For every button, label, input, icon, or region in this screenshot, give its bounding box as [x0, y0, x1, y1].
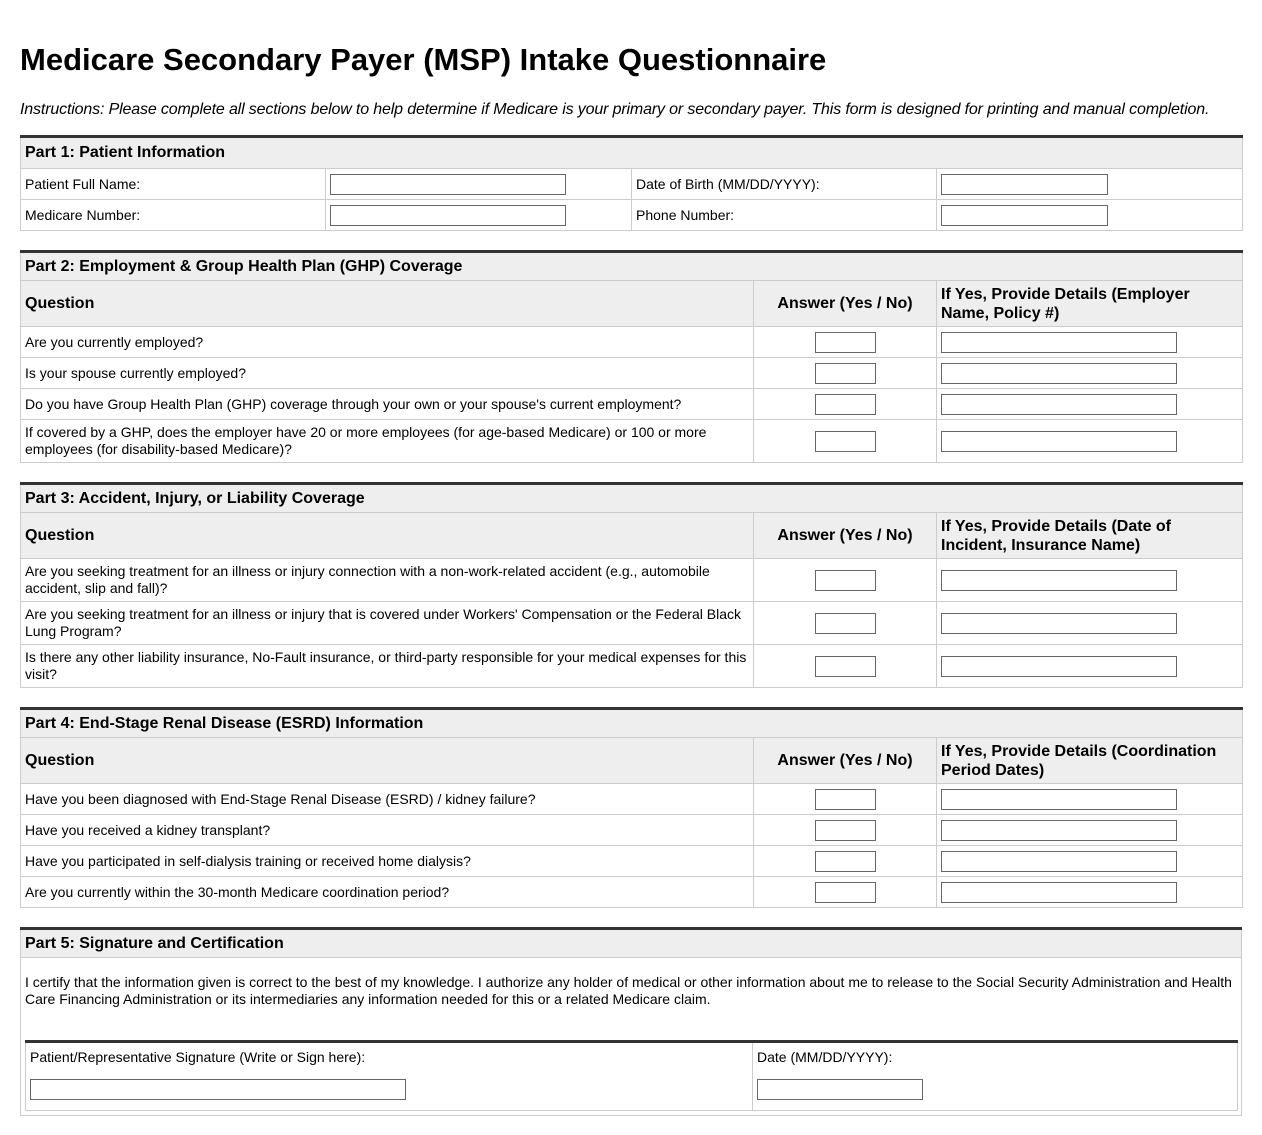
- answer-field[interactable]: [815, 851, 876, 872]
- signature-label: Patient/Representative Signature (Write or Sign here):: [30, 1049, 366, 1065]
- part2-employment-table: [20, 250, 1243, 463]
- details-field[interactable]: [941, 431, 1177, 452]
- answer-field[interactable]: [815, 613, 876, 634]
- signature-date-label: Date (MM/DD/YYYY):: [757, 1049, 893, 1065]
- signature-date-field[interactable]: [757, 1079, 923, 1100]
- part2-title: Part 2: Employment & Group Health Plan (GHP) Coverage: [21, 252, 1243, 281]
- signature-block: [25, 1040, 1238, 1111]
- answer-field[interactable]: [815, 570, 876, 591]
- question-text: Are you currently employed?: [21, 327, 754, 358]
- details-field[interactable]: [941, 820, 1177, 841]
- question-text: If covered by a GHP, does the employer have 20 or more employees (for age-based Medicare) or 100 or more employees (for disability-based Medicare)?: [21, 420, 754, 463]
- details-column-header: If Yes, Provide Details (Date of Incident, Insurance Name): [937, 513, 1243, 559]
- answer-column-header: Answer (Yes / No): [754, 281, 937, 327]
- answer-column-header: Answer (Yes / No): [754, 513, 937, 559]
- details-column-header: If Yes, Provide Details (Coordination Period Dates): [937, 738, 1243, 784]
- phone-label: Phone Number:: [632, 200, 937, 231]
- instructions-text: Instructions: Please complete all sections below to help determine if Medicare is your primary or secondary payer. This form is designed for printing and manual completion.: [20, 101, 1210, 118]
- dob-field[interactable]: [941, 174, 1108, 195]
- signature-field[interactable]: [30, 1079, 406, 1100]
- part5-signature-table: [20, 927, 1242, 1116]
- question-column-header: Question: [21, 738, 754, 784]
- question-text: Is your spouse currently employed?: [21, 358, 754, 389]
- full-name-label: Patient Full Name:: [21, 169, 326, 200]
- details-field[interactable]: [941, 851, 1177, 872]
- details-field[interactable]: [941, 613, 1177, 634]
- part1-patient-info-table: [20, 135, 1243, 231]
- question-text: Are you seeking treatment for an illness or injury connection with a non-work-related accident (e.g., automobile accident, slip and fall)?: [21, 559, 754, 602]
- question-text: Is there any other liability insurance, No-Fault insurance, or third-party responsible for your medical expenses for this visit?: [21, 645, 754, 688]
- answer-field[interactable]: [815, 394, 876, 415]
- answer-field[interactable]: [815, 656, 876, 677]
- question-text: Have you been diagnosed with End-Stage Renal Disease (ESRD) / kidney failure?: [21, 784, 754, 815]
- details-field[interactable]: [941, 394, 1177, 415]
- question-column-header: Question: [21, 281, 754, 327]
- certification-text: I certify that the information given is correct to the best of my knowledge. I authorize any holder of medical or other information about me to release to the Social Security Administration and Health Care Financing Administration or its intermediaries any information needed for this or a related Medicare claim.: [25, 974, 1232, 1007]
- question-text: Are you seeking treatment for an illness or injury that is covered under Workers' Compensation or the Federal Black Lung Program?: [21, 602, 754, 645]
- answer-field[interactable]: [815, 332, 876, 353]
- answer-field[interactable]: [815, 431, 876, 452]
- part4-esrd-table: [20, 707, 1243, 908]
- answer-field[interactable]: [815, 789, 876, 810]
- part3-accident-table: [20, 482, 1243, 688]
- question-text: Have you received a kidney transplant?: [21, 815, 754, 846]
- full-name-field[interactable]: [330, 174, 566, 195]
- medicare-number-field[interactable]: [330, 205, 566, 226]
- details-field[interactable]: [941, 332, 1177, 353]
- details-field[interactable]: [941, 363, 1177, 384]
- details-field[interactable]: [941, 570, 1177, 591]
- answer-field[interactable]: [815, 882, 876, 903]
- details-column-header: If Yes, Provide Details (Employer Name, Policy #): [937, 281, 1243, 327]
- answer-field[interactable]: [815, 820, 876, 841]
- part5-title: Part 5: Signature and Certification: [21, 929, 1242, 958]
- question-text: Are you currently within the 30-month Medicare coordination period?: [21, 877, 754, 908]
- part3-title: Part 3: Accident, Injury, or Liability Coverage: [21, 484, 1243, 513]
- part1-title: Part 1: Patient Information: [21, 137, 1243, 169]
- details-field[interactable]: [941, 789, 1177, 810]
- question-text: Have you participated in self-dialysis training or received home dialysis?: [21, 846, 754, 877]
- details-field[interactable]: [941, 656, 1177, 677]
- answer-column-header: Answer (Yes / No): [754, 738, 937, 784]
- phone-field[interactable]: [941, 205, 1108, 226]
- answer-field[interactable]: [815, 363, 876, 384]
- question-column-header: Question: [21, 513, 754, 559]
- part4-title: Part 4: End-Stage Renal Disease (ESRD) Information: [21, 709, 1243, 738]
- details-field[interactable]: [941, 882, 1177, 903]
- dob-label: Date of Birth (MM/DD/YYYY):: [632, 169, 937, 200]
- page-title: Medicare Secondary Payer (MSP) Intake Questionnaire: [20, 42, 827, 77]
- medicare-number-label: Medicare Number:: [21, 200, 326, 231]
- question-text: Do you have Group Health Plan (GHP) coverage through your own or your spouse's current employment?: [21, 389, 754, 420]
